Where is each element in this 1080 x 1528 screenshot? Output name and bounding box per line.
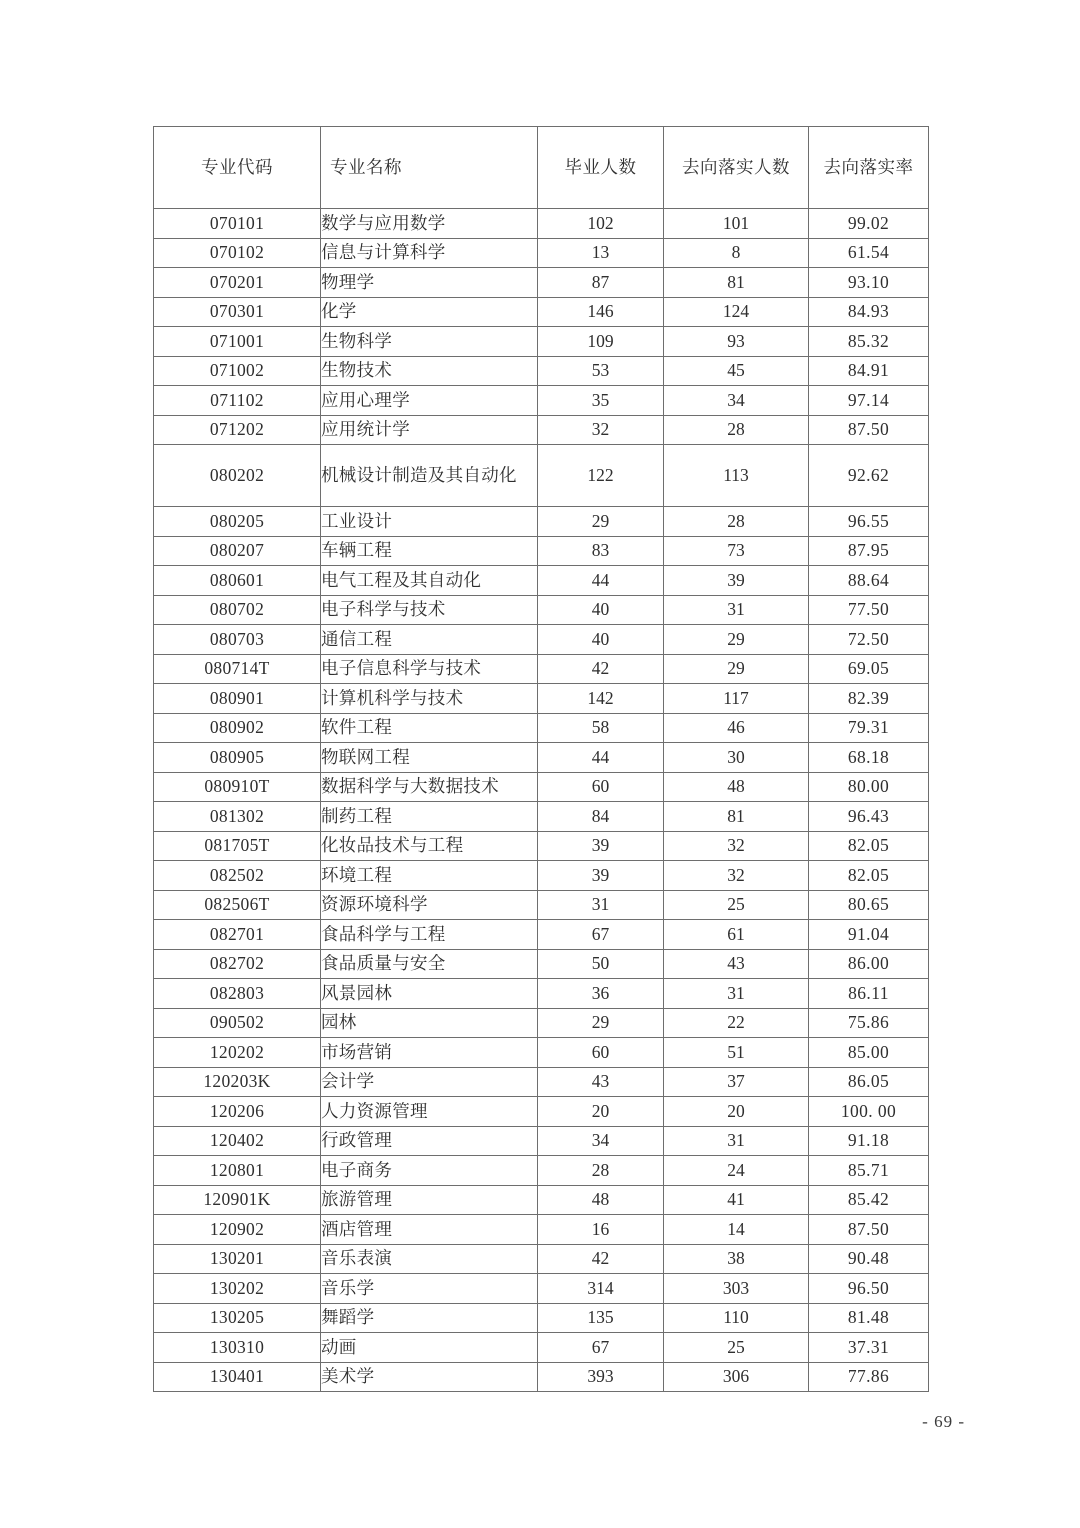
cell-graduates: 102: [538, 209, 664, 239]
cell-major-name: 食品科学与工程: [321, 920, 538, 950]
table-row: [154, 654, 929, 684]
cell-employment-rate: 77.86: [809, 1362, 929, 1392]
cell-major-name: 软件工程: [321, 713, 538, 743]
cell-major-code: 070301: [154, 297, 321, 327]
cell-major-code: 070201: [154, 268, 321, 298]
table-row: [154, 1038, 929, 1068]
cell-graduates: 60: [538, 772, 664, 802]
cell-employment-rate: 90.48: [809, 1244, 929, 1274]
cell-employed-count: 31: [664, 595, 809, 625]
cell-major-code: 082502: [154, 861, 321, 891]
cell-employed-count: 25: [664, 890, 809, 920]
cell-major-name: 应用心理学: [321, 386, 538, 416]
cell-employment-rate: 80.65: [809, 890, 929, 920]
cell-graduates: 42: [538, 654, 664, 684]
cell-major-name: 生物技术: [321, 356, 538, 386]
cell-employed-count: 25: [664, 1333, 809, 1363]
cell-major-code: 082702: [154, 949, 321, 979]
table-row: [154, 890, 929, 920]
cell-major-name: 化学: [321, 297, 538, 327]
cell-employed-count: 93: [664, 327, 809, 357]
cell-graduates: 60: [538, 1038, 664, 1068]
table-row: [154, 861, 929, 891]
cell-employment-rate: 99.02: [809, 209, 929, 239]
table-row: [154, 507, 929, 537]
cell-graduates: 16: [538, 1215, 664, 1245]
cell-employed-count: 48: [664, 772, 809, 802]
cell-employment-rate: 84.93: [809, 297, 929, 327]
cell-major-name: 物理学: [321, 268, 538, 298]
cell-employed-count: 45: [664, 356, 809, 386]
table-row: [154, 1185, 929, 1215]
cell-major-code: 071002: [154, 356, 321, 386]
cell-major-code: 080207: [154, 536, 321, 566]
cell-graduates: 53: [538, 356, 664, 386]
cell-employment-rate: 82.05: [809, 831, 929, 861]
cell-employed-count: 303: [664, 1274, 809, 1304]
cell-graduates: 142: [538, 684, 664, 714]
table-row: [154, 772, 929, 802]
column-header-graduates: 毕业人数: [538, 127, 664, 209]
cell-major-code: 080901: [154, 684, 321, 714]
cell-employment-rate: 69.05: [809, 654, 929, 684]
major-employment-table-container: [153, 126, 928, 1392]
cell-major-name: 制药工程: [321, 802, 538, 832]
cell-graduates: 314: [538, 1274, 664, 1304]
table-row: [154, 1097, 929, 1127]
table-row: [154, 356, 929, 386]
cell-graduates: 31: [538, 890, 664, 920]
cell-employed-count: 22: [664, 1008, 809, 1038]
cell-major-name: 机械设计制造及其自动化: [321, 445, 538, 507]
cell-employed-count: 46: [664, 713, 809, 743]
cell-employment-rate: 92.62: [809, 445, 929, 507]
cell-graduates: 40: [538, 625, 664, 655]
cell-major-name: 市场营销: [321, 1038, 538, 1068]
table-row: [154, 1303, 929, 1333]
cell-graduates: 50: [538, 949, 664, 979]
cell-major-name: 生物科学: [321, 327, 538, 357]
cell-employed-count: 73: [664, 536, 809, 566]
cell-major-name: 舞蹈学: [321, 1303, 538, 1333]
cell-major-name: 音乐表演: [321, 1244, 538, 1274]
table-row: [154, 1333, 929, 1363]
table-row: [154, 1156, 929, 1186]
cell-graduates: 44: [538, 743, 664, 773]
cell-graduates: 32: [538, 415, 664, 445]
cell-graduates: 20: [538, 1097, 664, 1127]
table-body: [154, 209, 929, 1392]
table-row: [154, 386, 929, 416]
table-row: [154, 297, 929, 327]
cell-major-code: 070102: [154, 238, 321, 268]
cell-employment-rate: 87.50: [809, 415, 929, 445]
cell-major-code: 071202: [154, 415, 321, 445]
cell-major-name: 工业设计: [321, 507, 538, 537]
table-row: [154, 920, 929, 950]
table-row: [154, 1126, 929, 1156]
cell-major-name: 计算机科学与技术: [321, 684, 538, 714]
cell-major-name: 旅游管理: [321, 1185, 538, 1215]
table-row: [154, 949, 929, 979]
column-header-major-code: 专业代码: [154, 127, 321, 209]
cell-employment-rate: 85.42: [809, 1185, 929, 1215]
cell-major-code: 082803: [154, 979, 321, 1009]
cell-employed-count: 117: [664, 684, 809, 714]
table-row: [154, 684, 929, 714]
cell-employed-count: 43: [664, 949, 809, 979]
cell-graduates: 40: [538, 595, 664, 625]
table-row: [154, 625, 929, 655]
cell-employed-count: 24: [664, 1156, 809, 1186]
cell-major-code: 071001: [154, 327, 321, 357]
cell-graduates: 109: [538, 327, 664, 357]
cell-major-code: 081705T: [154, 831, 321, 861]
cell-graduates: 13: [538, 238, 664, 268]
cell-major-name: 应用统计学: [321, 415, 538, 445]
column-header-employed-count: 去向落实人数: [664, 127, 809, 209]
cell-major-code: 080601: [154, 566, 321, 596]
cell-major-code: 082701: [154, 920, 321, 950]
cell-major-code: 120801: [154, 1156, 321, 1186]
cell-employed-count: 39: [664, 566, 809, 596]
cell-employment-rate: 100. 00: [809, 1097, 929, 1127]
cell-graduates: 36: [538, 979, 664, 1009]
cell-major-code: 130310: [154, 1333, 321, 1363]
table-row: [154, 415, 929, 445]
table-row: [154, 1274, 929, 1304]
cell-employment-rate: 61.54: [809, 238, 929, 268]
table-row: [154, 209, 929, 239]
table-row: [154, 1244, 929, 1274]
cell-major-code: 080702: [154, 595, 321, 625]
cell-major-code: 071102: [154, 386, 321, 416]
cell-employment-rate: 84.91: [809, 356, 929, 386]
cell-major-code: 130205: [154, 1303, 321, 1333]
cell-employed-count: 38: [664, 1244, 809, 1274]
cell-employed-count: 32: [664, 861, 809, 891]
cell-employed-count: 30: [664, 743, 809, 773]
cell-major-name: 车辆工程: [321, 536, 538, 566]
cell-major-name: 通信工程: [321, 625, 538, 655]
cell-employed-count: 81: [664, 268, 809, 298]
cell-employment-rate: 77.50: [809, 595, 929, 625]
cell-employed-count: 28: [664, 415, 809, 445]
cell-major-name: 电子科学与技术: [321, 595, 538, 625]
cell-employment-rate: 37.31: [809, 1333, 929, 1363]
cell-graduates: 146: [538, 297, 664, 327]
table-header: [154, 127, 929, 209]
cell-employed-count: 61: [664, 920, 809, 950]
cell-major-name: 动画: [321, 1333, 538, 1363]
cell-major-code: 080703: [154, 625, 321, 655]
cell-major-name: 园林: [321, 1008, 538, 1038]
cell-graduates: 83: [538, 536, 664, 566]
cell-employment-rate: 87.95: [809, 536, 929, 566]
cell-major-name: 化妆品技术与工程: [321, 831, 538, 861]
table-row: [154, 1008, 929, 1038]
cell-employed-count: 51: [664, 1038, 809, 1068]
cell-employed-count: 20: [664, 1097, 809, 1127]
cell-employment-rate: 93.10: [809, 268, 929, 298]
cell-major-code: 080902: [154, 713, 321, 743]
cell-employment-rate: 86.11: [809, 979, 929, 1009]
cell-employed-count: 101: [664, 209, 809, 239]
cell-graduates: 48: [538, 1185, 664, 1215]
cell-graduates: 39: [538, 831, 664, 861]
table-row: [154, 268, 929, 298]
cell-employment-rate: 85.32: [809, 327, 929, 357]
cell-major-code: 130401: [154, 1362, 321, 1392]
table-row: [154, 327, 929, 357]
cell-major-code: 070101: [154, 209, 321, 239]
cell-employment-rate: 88.64: [809, 566, 929, 596]
cell-major-name: 风景园林: [321, 979, 538, 1009]
cell-major-name: 数学与应用数学: [321, 209, 538, 239]
cell-major-code: 080205: [154, 507, 321, 537]
cell-employment-rate: 96.43: [809, 802, 929, 832]
cell-major-name: 信息与计算科学: [321, 238, 538, 268]
cell-graduates: 87: [538, 268, 664, 298]
table-row: [154, 713, 929, 743]
column-header-major-name: 专业名称: [321, 127, 538, 209]
cell-major-code: 120901K: [154, 1185, 321, 1215]
cell-major-code: 080905: [154, 743, 321, 773]
table-row: [154, 595, 929, 625]
cell-graduates: 29: [538, 1008, 664, 1038]
cell-graduates: 39: [538, 861, 664, 891]
cell-employment-rate: 86.05: [809, 1067, 929, 1097]
major-employment-table: [153, 126, 929, 1392]
cell-employed-count: 29: [664, 625, 809, 655]
cell-major-name: 物联网工程: [321, 743, 538, 773]
cell-employment-rate: 85.00: [809, 1038, 929, 1068]
cell-employment-rate: 79.31: [809, 713, 929, 743]
cell-major-name: 音乐学: [321, 1274, 538, 1304]
cell-graduates: 58: [538, 713, 664, 743]
cell-employment-rate: 72.50: [809, 625, 929, 655]
page-number: - 69 -: [922, 1412, 965, 1431]
table-row: [154, 445, 929, 507]
cell-employed-count: 34: [664, 386, 809, 416]
cell-employment-rate: 91.18: [809, 1126, 929, 1156]
table-row: [154, 743, 929, 773]
cell-graduates: 28: [538, 1156, 664, 1186]
cell-graduates: 135: [538, 1303, 664, 1333]
cell-employment-rate: 68.18: [809, 743, 929, 773]
cell-major-name: 电气工程及其自动化: [321, 566, 538, 596]
cell-major-name: 会计学: [321, 1067, 538, 1097]
cell-employed-count: 37: [664, 1067, 809, 1097]
cell-employed-count: 28: [664, 507, 809, 537]
cell-major-code: 130202: [154, 1274, 321, 1304]
column-header-employment-rate: 去向落实率: [809, 127, 929, 209]
table-row: [154, 1215, 929, 1245]
cell-employed-count: 41: [664, 1185, 809, 1215]
table-row: [154, 1362, 929, 1392]
table-row: [154, 1067, 929, 1097]
cell-employed-count: 8: [664, 238, 809, 268]
cell-major-name: 环境工程: [321, 861, 538, 891]
cell-employed-count: 113: [664, 445, 809, 507]
cell-employed-count: 29: [664, 654, 809, 684]
cell-major-name: 电子商务: [321, 1156, 538, 1186]
cell-major-code: 081302: [154, 802, 321, 832]
cell-graduates: 29: [538, 507, 664, 537]
cell-major-name: 食品质量与安全: [321, 949, 538, 979]
cell-employed-count: 14: [664, 1215, 809, 1245]
cell-graduates: 44: [538, 566, 664, 596]
cell-graduates: 43: [538, 1067, 664, 1097]
cell-employment-rate: 96.55: [809, 507, 929, 537]
cell-graduates: 84: [538, 802, 664, 832]
cell-employed-count: 31: [664, 979, 809, 1009]
cell-employment-rate: 97.14: [809, 386, 929, 416]
cell-graduates: 34: [538, 1126, 664, 1156]
cell-major-name: 资源环境科学: [321, 890, 538, 920]
cell-employment-rate: 80.00: [809, 772, 929, 802]
cell-major-code: 082506T: [154, 890, 321, 920]
cell-graduates: 35: [538, 386, 664, 416]
cell-major-name: 电子信息科学与技术: [321, 654, 538, 684]
table-header-row: [154, 127, 929, 209]
cell-employed-count: 306: [664, 1362, 809, 1392]
cell-employed-count: 124: [664, 297, 809, 327]
cell-employment-rate: 87.50: [809, 1215, 929, 1245]
cell-employment-rate: 82.05: [809, 861, 929, 891]
cell-graduates: 67: [538, 1333, 664, 1363]
table-row: [154, 238, 929, 268]
cell-major-code: 090502: [154, 1008, 321, 1038]
cell-major-name: 人力资源管理: [321, 1097, 538, 1127]
cell-graduates: 42: [538, 1244, 664, 1274]
table-row: [154, 831, 929, 861]
cell-employed-count: 32: [664, 831, 809, 861]
cell-employed-count: 31: [664, 1126, 809, 1156]
cell-major-code: 120203K: [154, 1067, 321, 1097]
cell-employment-rate: 91.04: [809, 920, 929, 950]
cell-major-code: 130201: [154, 1244, 321, 1274]
cell-major-code: 120402: [154, 1126, 321, 1156]
cell-major-name: 行政管理: [321, 1126, 538, 1156]
cell-employment-rate: 75.86: [809, 1008, 929, 1038]
cell-employment-rate: 96.50: [809, 1274, 929, 1304]
cell-major-name: 数据科学与大数据技术: [321, 772, 538, 802]
cell-graduates: 67: [538, 920, 664, 950]
cell-employed-count: 81: [664, 802, 809, 832]
table-row: [154, 566, 929, 596]
cell-major-code: 120902: [154, 1215, 321, 1245]
table-row: [154, 979, 929, 1009]
table-row: [154, 802, 929, 832]
table-row: [154, 536, 929, 566]
cell-major-code: 080714T: [154, 654, 321, 684]
cell-employment-rate: 85.71: [809, 1156, 929, 1186]
cell-major-code: 080910T: [154, 772, 321, 802]
cell-employment-rate: 82.39: [809, 684, 929, 714]
cell-employment-rate: 86.00: [809, 949, 929, 979]
cell-major-code: 120202: [154, 1038, 321, 1068]
cell-employed-count: 110: [664, 1303, 809, 1333]
cell-graduates: 393: [538, 1362, 664, 1392]
cell-major-name: 酒店管理: [321, 1215, 538, 1245]
cell-major-name: 美术学: [321, 1362, 538, 1392]
cell-employment-rate: 81.48: [809, 1303, 929, 1333]
cell-major-code: 080202: [154, 445, 321, 507]
cell-major-code: 120206: [154, 1097, 321, 1127]
cell-graduates: 122: [538, 445, 664, 507]
